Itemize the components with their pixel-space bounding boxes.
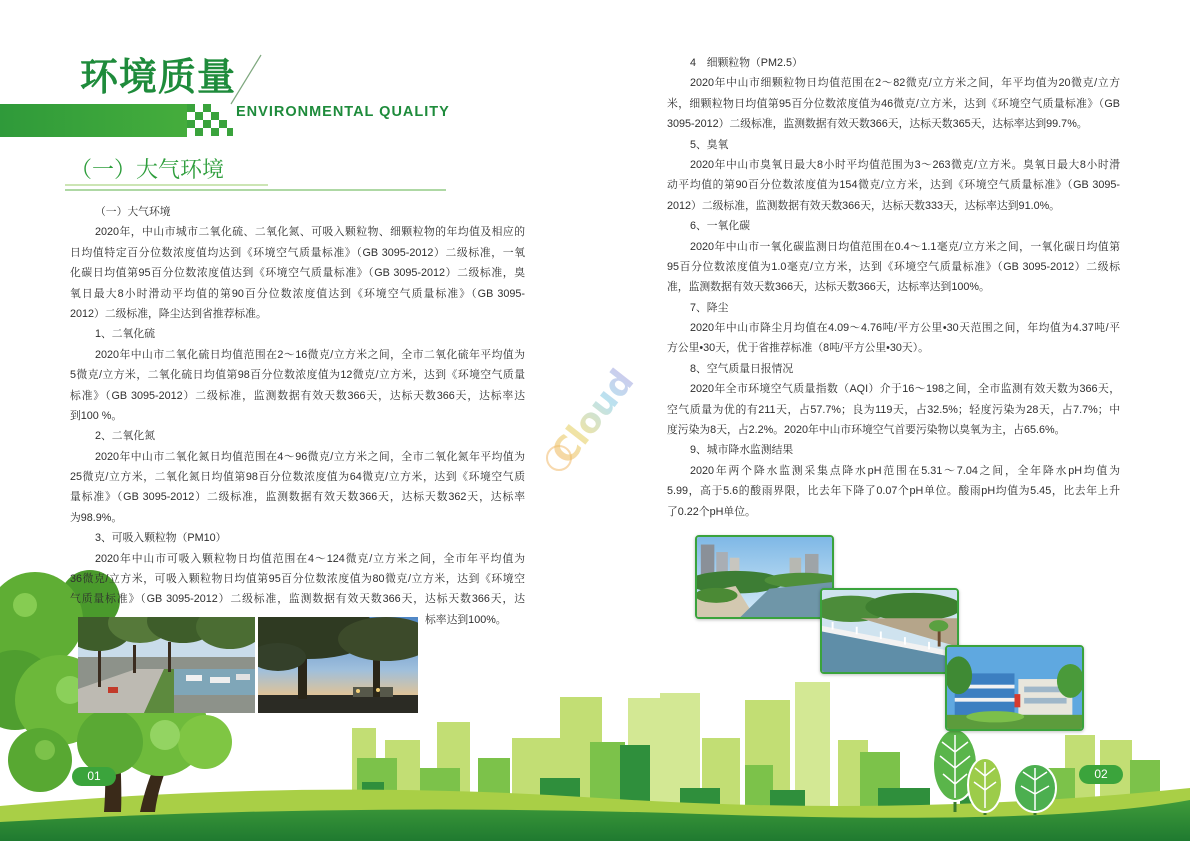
paragraph-line: 方公里•30天，优于省推荐标准（8吨/平方公里•30天）。 <box>667 342 929 355</box>
item-heading-o3: 5、臭氧 <box>690 138 729 151</box>
page-subtitle-english: ENVIRONMENTAL QUALITY <box>236 104 450 120</box>
paragraph-line: 2020年中山市细颗粒物日均值范围在2～82微克/立方米之间，年平均值为20微克/立方 <box>690 77 1120 90</box>
photo-city-waterfront <box>695 535 834 619</box>
header-green-bar <box>0 104 233 137</box>
watermark-logo: Cloud <box>533 350 652 483</box>
paragraph-line: 气质量标准》（GB 3095-2012）二级标准，监测数据有效天数366天，达标天数366天，达 <box>70 593 525 606</box>
item-heading-aqi: 8、空气质量日报情况 <box>690 362 794 375</box>
paragraph-line: 95百分位数浓度值为1.0毫克/立方米，达到《环境空气质量标准》（GB 3095-2012）二级标 <box>667 260 1120 273</box>
paragraph-line: 2020年中山市臭氧日最大8小时平均值范围为3～263微克/立方米。臭氧日最大8小时滑 <box>690 158 1120 171</box>
paragraph-line: 5.99，高于5.6的酸雨界限，比去年下降了0.07个pH单位。酸雨pH均值为5.45，比去年上升 <box>667 485 1120 498</box>
paragraph-line: 氧日最大8小时滑动平均值的第90百分位数浓度值达到《环境空气质量标准》（GB 3095- <box>70 287 525 300</box>
paragraph-line: 25微克/立方米，二氧化氮日均值第98百分位数浓度值为64微克/立方米，达到《环境空气质 <box>70 471 525 484</box>
page-title: 环境质量 <box>80 57 237 99</box>
page-number-left: 01 <box>72 767 116 786</box>
paragraph-line: 2020年中山市一氧化碳监测日均值范围在0.4～1.1毫克/立方米之间，一氧化碳日均值第 <box>690 240 1120 253</box>
photo-sunset-banyan-trees <box>258 617 418 713</box>
item-heading-so2: 1、二氧化硫 <box>95 328 155 341</box>
paragraph-line: 2020年中山市二氧化硫日均值范围在2～16微克/立方米之间，全市二氧化硫年平均值为 <box>95 348 525 361</box>
item-heading-pm25: 4 细颗粒物（PM2.5） <box>690 57 803 69</box>
page-number-right: 02 <box>1079 765 1123 784</box>
paragraph-line: 2012）二级标准，降尘达到省推荐标准。 <box>70 307 267 320</box>
paragraph-line: 到100 %。 <box>70 409 123 422</box>
photo-school-building <box>945 645 1084 731</box>
paragraph-line: 2020年，中山市城市二氧化硫、二氧化氮、可吸入颗粒物、细颗粒物的年均值及相应的 <box>95 226 525 239</box>
paragraph-line: 2020年中山市二氧化氮日均值范围在4～96微克/立方米之间，全市二氧化氮年平均值为 <box>95 450 525 463</box>
paragraph-line: 量标准》（GB 3095-2012）二级标准，监测数据有效天数366天，达标天数362天，达标率 <box>70 491 525 504</box>
paragraph-line: 3095-2012）二级标准，监测数据有效天数366天，达标天数365天，达标率达到99.7%。 <box>667 118 1088 131</box>
photo-tree-lined-street <box>78 617 255 713</box>
paragraph-line: 为98.9%。 <box>70 511 123 524</box>
paragraph-line: 2012）二级标准，监测数据有效天数366天，达标天数333天，达标率达到91.0%。 <box>667 199 1060 212</box>
item-heading-pm10: 3、可吸入颗粒物（PM10） <box>95 532 227 545</box>
paragraph-line: 36微克/立方米，可吸入颗粒物日均值第95百分位数浓度值为80微克/立方米，达到《环境空 <box>70 573 525 586</box>
paragraph-line: 标率达到100%。 <box>425 613 507 626</box>
trees-right <box>933 729 1056 815</box>
paragraph-line: 了0.22个pH单位。 <box>667 505 756 518</box>
subsection-heading: （一）大气环境 <box>95 206 171 218</box>
paragraph-line: 准，监测数据有效天数366天，达标天数366天，达标率达到100%。 <box>667 281 990 294</box>
item-heading-dust: 7、降尘 <box>690 301 729 314</box>
paragraph-line: 空气质量为优的有211天，占57.7%；良为119天，占32.5%；轻度污染为28天，占7.7%；中 <box>667 403 1120 416</box>
photo-river-promenade <box>820 588 959 674</box>
paragraph-line: 度污染为8天，占2.2%。2020年中山市环境空气首要污染物以臭氧为主，占65.6%。 <box>667 424 1066 437</box>
left-text-column <box>70 202 525 630</box>
section-heading: （一）大气环境 <box>70 157 225 182</box>
paragraph-line: 2020年中山市可吸入颗粒物日均值范围在4～124微克/立方米之间，全市年平均值为 <box>95 552 525 565</box>
item-heading-no2: 2、二氧化氮 <box>95 430 155 443</box>
paragraph-line: 5微克/立方米，二氧化硫日均值第98百分位数浓度值为12微克/立方米，达到《环境空气质量 <box>70 369 525 382</box>
paragraph-line: 2020年全市环境空气质量指数（AQI）介于16～198之间，全市监测有效天数为366天， <box>690 383 1120 396</box>
item-heading-co: 6、一氧化碳 <box>690 220 750 233</box>
paragraph-line: 标准》（GB 3095-2012）二级标准，监测数据有效天数366天，达标天数366天，达标率达 <box>70 389 525 402</box>
paragraph-line: 日均值特定百分位数浓度值均达到《环境空气质量标准》（GB 3095-2012）二级标准，一氧 <box>70 246 525 259</box>
paragraph-line: 米，细颗粒物日均值第95百分位数浓度值为46微克/立方米，达到《环境空气质量标准》（GB <box>667 97 1120 110</box>
paragraph-line: 2020年两个降水监测采集点降水pH范围在5.31～7.04之间，全年降水pH均值为 <box>690 464 1120 477</box>
paragraph-line: 化碳日均值第95百分位数浓度值达到《环境空气质量标准》（GB 3095-2012）二级标准，臭 <box>70 267 525 280</box>
right-text-column <box>667 53 1120 522</box>
paragraph-line: 2020年中山市降尘月均值在4.09～4.76吨/平方公里•30天范围之间，年均值为4.37吨/平 <box>690 322 1120 335</box>
paragraph-line: 动平均值的第90百分位数浓度值为154微克/立方米，达到《环境空气质量标准》（GB 3095- <box>667 179 1120 192</box>
item-heading-rain: 9、城市降水监测结果 <box>690 444 794 457</box>
